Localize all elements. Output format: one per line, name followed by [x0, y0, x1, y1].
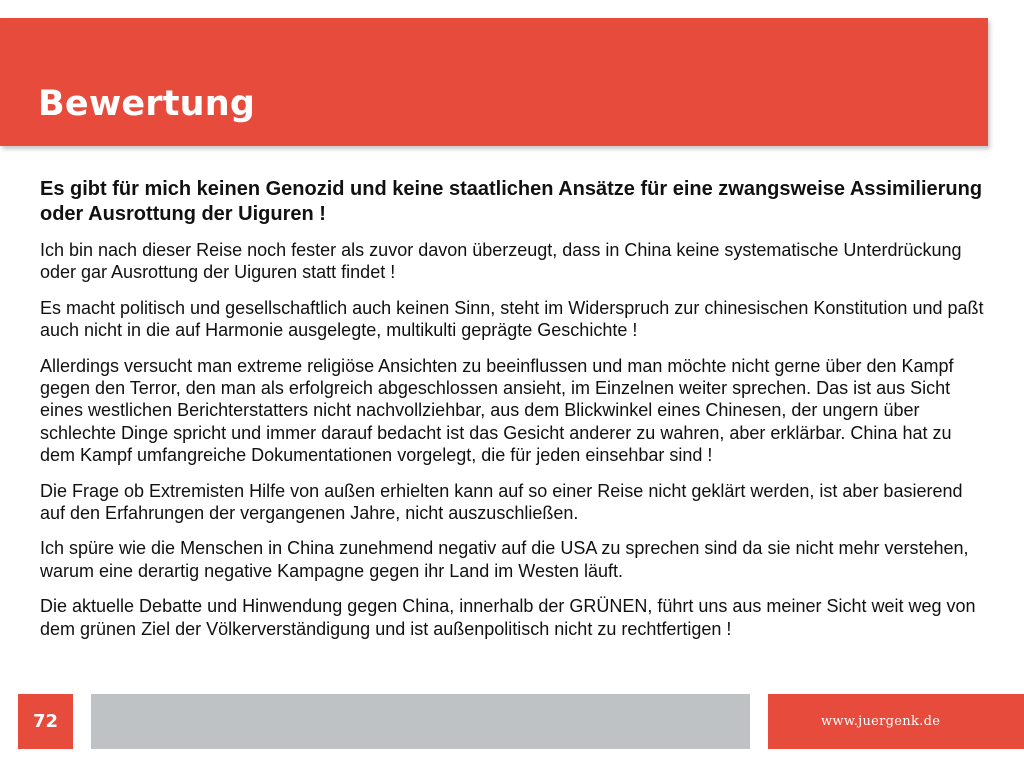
- paragraph-1: Ich bin nach dieser Reise noch fester als zuvor davon überzeugt, dass in China keine systematische Unterdrückung oder gar Ausrottung der Uiguren statt findet !: [40, 240, 962, 283]
- website-link[interactable]: www.juergenk.de: [821, 714, 941, 729]
- paragraph-2: Es macht politisch und gesellschaftlich auch keinen Sinn, steht im Widerspruch zur chinesischen Konstitution und paßt auch nicht in die auf Harmonie ausgelegte, multikulti geprägte Geschichte !: [40, 297, 984, 341]
- page-number: 72: [18, 694, 73, 749]
- paragraph-5: Ich spüre wie die Menschen in China zunehmend negativ auf die USA zu sprechen sind da sie nicht mehr verstehen, warum eine derartig negative Kampagne gegen ihr Land im Westen läuft.: [40, 538, 969, 581]
- slide-body: [40, 177, 990, 653]
- footer-website-bar: [768, 694, 1024, 749]
- slide-title: Bewertung: [38, 84, 256, 124]
- paragraph-3: Allerdings versucht man extreme religiöse Ansichten zu beeinflussen und man möchte nicht gerne über den Kampf gegen den Terror, den man als erfolgreich abgeschlossen ansieht, im Einzelnen weiter sprechen. Das ist aus Sicht eines westlichen Berichterstatters nicht nachvollziehbar, aus dem Blickwinkel eines Chinesen, der ungern über schlechte Dinge spricht und immer darauf bedacht ist das Gesicht anderer zu wahren, aber erklärbar. China hat zu dem Kampf umfangreiche Dokumentationen vorgelegt, die für jeden einsehbar sind !: [40, 355, 954, 466]
- footer-gray-bar: [91, 694, 750, 749]
- headline: Es gibt für mich keinen Genozid und keine staatlichen Ansätze für eine zwangsweise Assimilierung oder Ausrottung der Uiguren !: [40, 178, 983, 225]
- paragraph-6: Die aktuelle Debatte und Hinwendung gegen China, innerhalb der GRÜNEN, führt uns aus meiner Sicht weit weg von dem grünen Ziel der Völkerverständigung und ist außenpolitisch nicht zu rechtfertigen !: [40, 596, 976, 639]
- paragraph-4: Die Frage ob Extremisten Hilfe von außen erhielten kann auf so einer Reise nicht geklärt werden, ist aber basierend auf den Erfahrungen der vergangenen Jahre, nicht auszuschließen.: [40, 480, 963, 524]
